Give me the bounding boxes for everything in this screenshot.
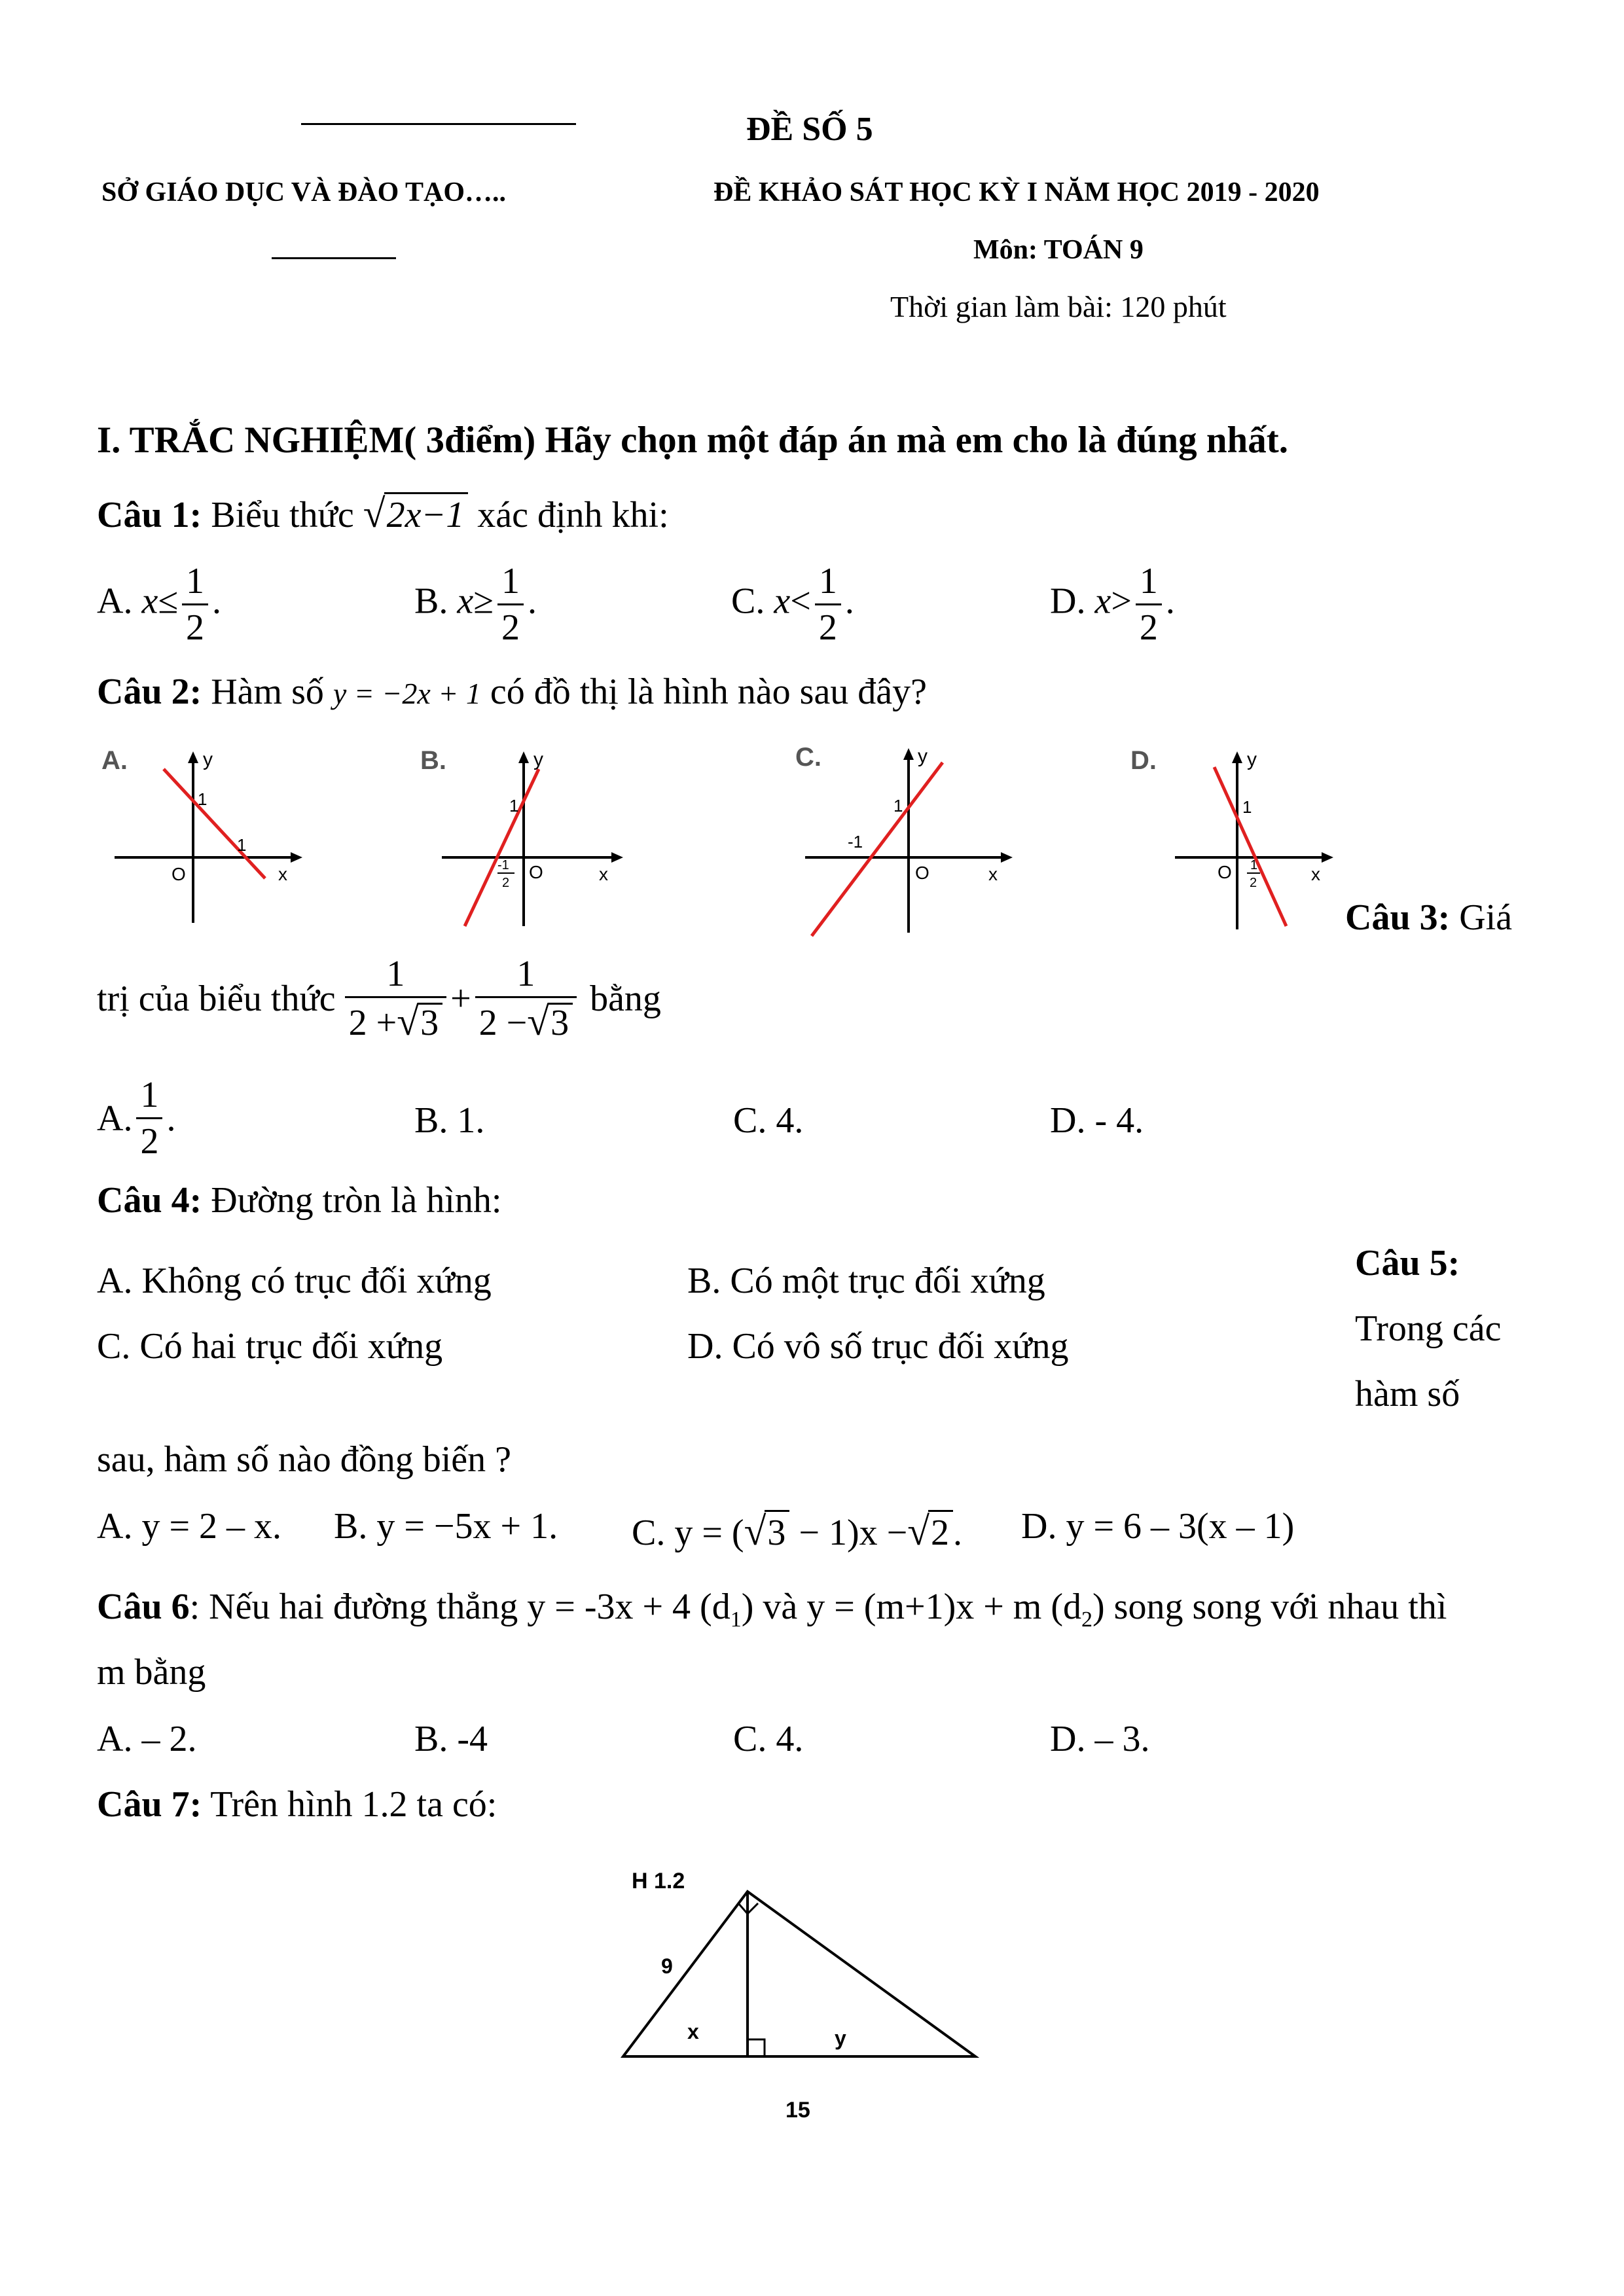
option-op: ≥ [473, 581, 494, 622]
q3-prefix: trị của biểu thức [97, 978, 336, 1020]
y-tick-label: 1 [198, 789, 208, 809]
y-tick-label: 1 [509, 796, 519, 816]
q7-label: Câu 7: [97, 1784, 202, 1825]
option-fraction: $\frac{1}{2}$ [497, 563, 524, 646]
graph-a[interactable] [98, 740, 321, 936]
graph-line [812, 762, 943, 936]
q3-plus: + [450, 978, 471, 1020]
q5-label: Câu 5: [1355, 1243, 1460, 1283]
x-label: x [278, 864, 287, 884]
q7-stem [97, 1784, 497, 1825]
sqrt-sign: √ [363, 492, 386, 536]
q3-option-b[interactable]: B. 1. [414, 1100, 485, 1141]
option-op: > [1111, 581, 1132, 622]
q3-label-line [1345, 897, 1512, 939]
q6-option-c[interactable]: C. 4. [733, 1719, 804, 1759]
q6-stem: Câu 6: Nếu hai đường thẳng y = -3x + 4 $(d_1)$ và y = (m+1)x + m $(d_2)$ song song với nhau thì [97, 1587, 1447, 1632]
q1-option-a[interactable] [97, 563, 221, 646]
header-top-rule [301, 123, 576, 125]
graph-letter: D. [1130, 746, 1157, 775]
subject-line [973, 234, 1144, 266]
y-segment-label: y [835, 2026, 846, 2050]
subject-value: : TOÁN 9 [1028, 235, 1144, 265]
x-label: x [1311, 864, 1320, 884]
option-letter: B. [414, 581, 448, 622]
option-letter: A. [97, 1098, 133, 1139]
q5-option-a[interactable]: A. y = 2 – x. [97, 1506, 282, 1547]
option-letter: A. [97, 581, 133, 622]
x-label: x [988, 864, 998, 884]
graph-b[interactable] [419, 740, 641, 936]
q6-option-d[interactable]: D. – 3. [1050, 1719, 1150, 1759]
graph-line [1214, 767, 1286, 926]
graph-c[interactable] [792, 736, 1028, 939]
y-tick-label: 1 [893, 796, 903, 816]
side-label: 9 [661, 1954, 673, 1978]
q5-line3: sau, hàm số nào đồng biến ? [97, 1439, 511, 1480]
option-var: x [457, 581, 474, 622]
q3-suffix: bằng [590, 978, 661, 1020]
x-tick-label: -1 [848, 832, 863, 852]
option-dot: . [166, 1098, 176, 1139]
option-var: x [774, 581, 791, 622]
q2-stem [97, 671, 927, 713]
graph-letter: A. [101, 746, 128, 775]
exam-number: ĐỀ SỐ 5 [746, 111, 873, 148]
q3-fraction-2: $\frac{1}{2 -√3}$ [475, 956, 577, 1043]
q3-stem [97, 956, 661, 1043]
option-dot: . [212, 581, 222, 622]
section-title: I. TRẮC NGHIỆM( 3điểm) Hãy chọn một đáp án mà em cho là đúng nhất. [97, 420, 1288, 461]
q3-option-a[interactable] [97, 1077, 175, 1160]
y-axis-arrow-icon [903, 748, 914, 760]
q5-option-d[interactable]: D. y = 6 – 3(x – 1) [1021, 1506, 1295, 1547]
exam-title: ĐỀ KHẢO SÁT HỌC KỲ I NĂM HỌC 2019 - 2020 [713, 177, 1320, 207]
figure-caption: H 1.2 [632, 1869, 685, 1893]
q6-line2: m bằng [97, 1652, 206, 1693]
q1-option-b[interactable] [414, 563, 537, 646]
option-fraction: $\frac{1}{2}$ [182, 563, 208, 646]
origin-label: O [915, 863, 929, 883]
q5-option-b[interactable]: B. y = −5x + 1. [334, 1506, 558, 1547]
graph-letter: B. [420, 746, 446, 775]
x-segment-label: x [687, 2020, 699, 2043]
x-tick-den: 2 [1250, 876, 1257, 890]
graph-line [164, 769, 265, 878]
q4-option-a[interactable]: A. Không có trục đối xứng [97, 1261, 492, 1301]
triangle [623, 1892, 975, 2056]
x-tick-num: 1 [1250, 858, 1258, 872]
option-fraction: $\frac{1}{2}$ [815, 563, 841, 646]
q7-text: Trên hình 1.2 ta có: [210, 1784, 497, 1825]
q6-option-a[interactable]: A. – 2. [97, 1719, 197, 1759]
q1-stem [97, 491, 669, 537]
q4-text: Đường tròn là hình: [211, 1180, 502, 1221]
option-letter: D. [1050, 581, 1086, 622]
x-axis-arrow-icon [1001, 852, 1013, 863]
option-dot: . [527, 581, 537, 622]
x-axis-arrow-icon [1322, 852, 1333, 863]
q4-stem [97, 1179, 501, 1221]
q2-formula: y = −2x + 1 [333, 677, 481, 710]
q1-prefix: Biểu thức [211, 495, 354, 535]
q4-label: Câu 4: [97, 1180, 202, 1221]
option-var: x [1094, 581, 1111, 622]
q2-prefix: Hàm số [211, 672, 324, 712]
q1-label: Câu 1: [97, 495, 202, 535]
option-op: ≤ [158, 581, 179, 622]
x-tick-label: 1 [237, 835, 247, 855]
option-fraction: $\frac{1}{2}$ [1136, 563, 1162, 646]
base-label: 15 [785, 2098, 810, 2123]
option-fraction: $\frac{1}{2}$ [136, 1077, 162, 1160]
origin-label: O [529, 862, 543, 882]
q1-option-c[interactable] [731, 563, 854, 646]
option-op: < [790, 581, 811, 622]
right-triangle-figure [602, 1859, 1008, 2134]
q1-suffix: xác định khi: [477, 495, 669, 535]
option-letter: C. [731, 581, 765, 622]
y-axis-arrow-icon [1232, 751, 1242, 763]
q2-suffix: có đồ thị là hình nào sau đây? [490, 672, 928, 712]
q3-fraction-1: $\frac{1}{2 +√3}$ [345, 956, 446, 1043]
q2-label: Câu 2: [97, 672, 202, 712]
q5-line2: hàm số [1355, 1374, 1460, 1414]
y-axis-arrow-icon [518, 751, 529, 763]
q4-option-b[interactable]: B. Có một trục đối xứng [687, 1261, 1045, 1301]
q5-line1: Trong các [1355, 1308, 1502, 1349]
option-dot: . [844, 581, 854, 622]
y-label: y [918, 745, 928, 767]
y-label: y [203, 749, 213, 770]
origin-label: O [171, 864, 186, 884]
time-allowed: Thời gian làm bài: 120 phút [890, 290, 1227, 323]
y-tick-label: 1 [1242, 797, 1252, 817]
y-axis-arrow-icon [188, 751, 198, 763]
x-axis-arrow-icon [611, 852, 623, 863]
q3-word: Giá [1459, 897, 1513, 938]
graph-letter: C. [795, 743, 821, 772]
q4-option-d[interactable]: D. Có vô số trục đối xứng [687, 1326, 1069, 1367]
q6-label: Câu 6 [97, 1587, 190, 1627]
origin-label: O [1218, 862, 1232, 882]
q3-option-c[interactable]: C. 4. [733, 1100, 804, 1141]
department-name: SỞ GIÁO DỤC VÀ ĐÀO TẠO….. [101, 177, 507, 207]
option-var: x [141, 581, 158, 622]
q1-option-d[interactable] [1050, 563, 1175, 646]
y-label: y [1247, 749, 1257, 770]
q3-option-d[interactable]: D. - 4. [1050, 1100, 1144, 1141]
x-tick-num: -1 [497, 858, 509, 872]
q3-label: Câu 3: [1345, 897, 1451, 938]
q1-radicand: 2x−1 [384, 492, 469, 536]
right-angle-mark-foot [748, 2039, 765, 2056]
subject-label: Môn [973, 235, 1028, 265]
q4-option-c[interactable]: C. Có hai trục đối xứng [97, 1326, 443, 1367]
option-dot: . [1165, 581, 1175, 622]
x-tick-den: 2 [502, 876, 510, 890]
graph-line [465, 769, 539, 926]
q5-option-c[interactable]: C. y = (√3 − 1)x −√2 . [632, 1509, 963, 1554]
x-label: x [599, 864, 608, 884]
q6-option-b[interactable]: B. -4 [414, 1719, 488, 1759]
graph-d[interactable] [1129, 740, 1345, 936]
y-label: y [533, 749, 543, 770]
department-underline [272, 257, 396, 259]
x-axis-arrow-icon [291, 852, 302, 863]
